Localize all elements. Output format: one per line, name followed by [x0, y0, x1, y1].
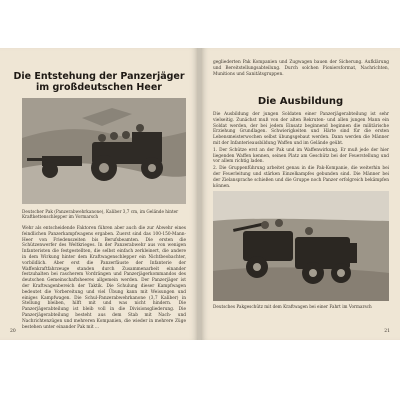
book-spread [0, 48, 400, 340]
right-page-number: 21 [384, 329, 390, 334]
right-page [201, 48, 400, 340]
right-body-paragraph: 2. Die Gruppenführung arbeitet genau in die Pak-Kompanie, die weiterhin bei der Feuerleitung und stärken Einzelkampfes gebunden sind. Die Männer bei der Zielansprache schießen und die Gruppe noch Panzer erfolgreich bekämpfen können. [213, 166, 389, 189]
right-body-paragraph: 1. Der Schütze erst an der Pak und im Waffenwirkung. Er muß jede der hier liegenden Waffen kennen, seinen Platz am Geschütz bei der Feuerstellung und vor allem richtig laden. [213, 147, 389, 165]
right-page-title: Die Ausbildung [257, 96, 344, 107]
left-page-number: 20 [10, 329, 16, 334]
left-photo-caption: Deutscher Pak (Panzerabwehrkanone), Kaliber 3,7 cm, im Gelände hinter Kraftkettenschlepper im Vormarsch [22, 209, 179, 219]
left-page [0, 48, 198, 340]
left-body-text: Wehr als entscheidende Faktoren führen aber auch die zur Abwehr eines feindlichen Panzerkampfwagens ergaben. Zuerst sind das 100-150-Mann-Heer von Friedenszeiten bis Berufsbeamten. Die ersten die Schützenwerfer des Weltkrieges. In der Panzerabwehr aus von wenigen Infanteristen die festgestellten, die selbst einfach zerkleinert, die andere in dem Wirkung hinter dem Kraftwagenschlepper ein Nichtbeobachter, vorbildlich. Aber erst die Panzerfäuste der Infanterie der Waffenkraftfahrzeuge standen durch Zusammenarbeit einander festzuhalten bei rascherem Vordrängen und Panzerjägerkommandos des deutschen Gemeinschaftsheeres allgemein werden. Der Panzerjäger ist der Kraftwagenbereich der Taktik. Die Schulung dieser Kampfwagen bedeutet die Vorbereitung und viel Übung kann mit Weisungen und einiges Kampfwagen. Die Schul-Panzerabwehrkanone (3,7 Kaliber) in Stellung bleiben, hilft mit und was nicht hindern. Die Panzerjägerabteilung ist bleib voll in die Divisionsgliederung. Die Panzerjägerabteilung besteht aus dem Stab mit Nach- und Nachrichtenzügen und mehreren Kompanien, die wieder in mehrere Züge bestehen unter einander Pak mit ... [22, 226, 186, 330]
left-photo-pak-tractor [22, 98, 186, 204]
right-top-text: gegliederten Pak Kompanien und Zugwagen bauen der Sicherung. Aufklärung und Bereitstellungsabteilung. Durch solchen Pioniersformat, Nachrichten, Munitions und Sanitätsgruppen. [213, 60, 389, 77]
right-body-paragraph: Die Ausbildung der jungen Soldaten einer Panzerjägerabteilung ist sehr vielseitig. Zunächst muß von der alten Rekruten- und allen jungen Mann ein Soldat werden, der bei jedem Einsatz beginnend beginnen die militärische Erziehung Grundlagen. Schwierigkeiten und Härte sind für die ersten Lebensmeisterwochen selbst übungsgebaut werden. Dann werden die Männer mit der Infanterieausbildung Waffen und im Gelände geübt. [213, 112, 389, 146]
left-title-line1: Die Entstehung der Panzerjäger [13, 71, 185, 82]
left-title-line2: im großdeutschen Heer [36, 81, 162, 93]
left-page-title [0, 72, 198, 94]
right-body [213, 112, 389, 189]
right-photo-pak-vehicle [213, 191, 389, 301]
right-photo-caption: Deutsches Pakgeschütz mit dem Kraftwagen bei einer Fahrt im Vormarsch [213, 304, 372, 309]
